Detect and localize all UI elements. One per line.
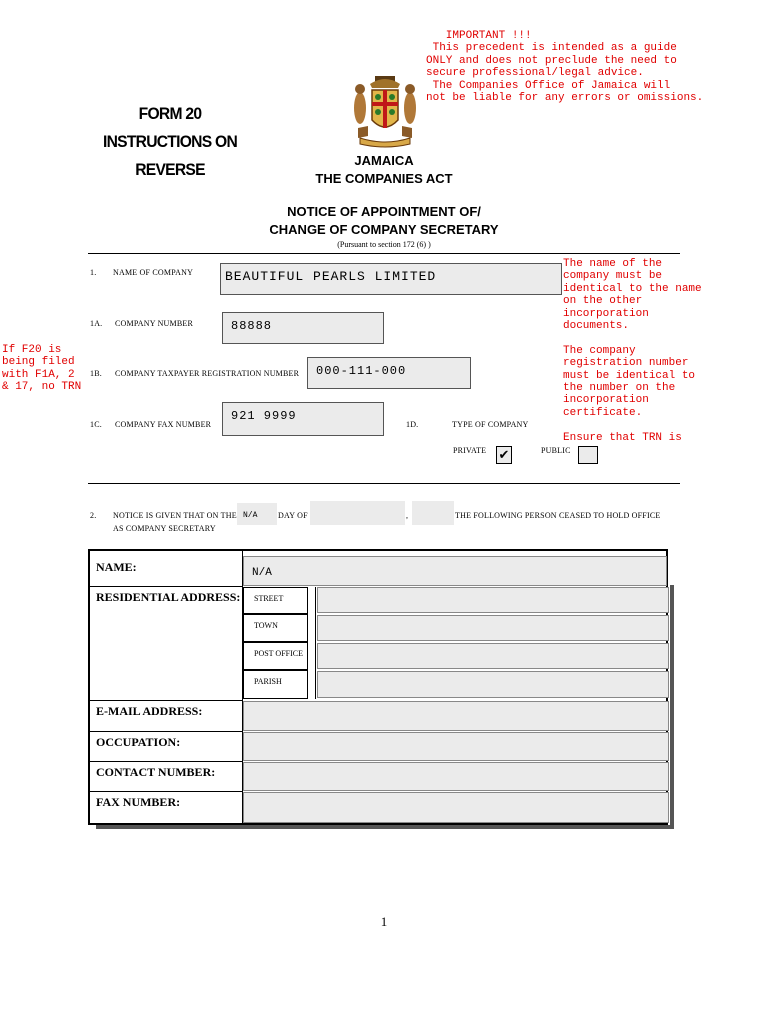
year-field[interactable] xyxy=(412,501,454,525)
month-field[interactable] xyxy=(310,501,405,525)
occupation-field[interactable] xyxy=(243,732,669,761)
day-field[interactable] xyxy=(237,503,277,525)
name-value: N/A xyxy=(252,567,272,579)
date-comma: , xyxy=(406,511,409,520)
company-number-value: 88888 xyxy=(231,319,273,333)
company-number-label: COMPANY NUMBER xyxy=(115,319,194,328)
check-mark-icon: ✔ xyxy=(498,447,510,462)
address-sub-divider xyxy=(315,587,316,699)
notice-text-4: AS COMPANY SECRETARY xyxy=(113,524,216,533)
street-label: STREET xyxy=(243,587,308,614)
row-divider xyxy=(90,761,243,762)
row-divider xyxy=(90,791,243,792)
town-label: TOWN xyxy=(243,614,308,642)
field-number-1a: 1A. xyxy=(90,319,103,328)
row-divider xyxy=(90,700,243,701)
section-number-2: 2. xyxy=(90,511,97,520)
country-heading: JAMAICA xyxy=(354,153,414,168)
form-number: FORM 20 xyxy=(138,104,202,123)
day-value: N/A xyxy=(243,511,258,520)
post-office-label: POST OFFICE xyxy=(243,642,308,670)
post-office-field[interactable] xyxy=(317,643,669,669)
fax-number-field[interactable] xyxy=(243,792,669,823)
table-shadow-bottom xyxy=(96,825,674,829)
company-name-value: BEAUTIFUL PEARLS LIMITED xyxy=(225,269,437,284)
occupation-label: OCCUPATION: xyxy=(96,735,181,749)
trn-side-note: If F20 is being filed with F1A, 2 & 17, no TRN xyxy=(2,344,82,394)
residential-address-label: RESIDENTIAL ADDRESS: xyxy=(96,590,241,604)
important-disclaimer: IMPORTANT !!! This precedent is intended as a guide ONLY and does not preclude the need to secure professional/legal advice. The Companies Office of Jamaica will not be liable for any errors or omissions. xyxy=(426,30,704,105)
row-divider xyxy=(90,731,243,732)
page-number: 1 xyxy=(380,914,388,929)
pursuant-note: (Pursuant to section 172 (6) ) xyxy=(337,240,431,249)
contact-number-label: CONTACT NUMBER: xyxy=(96,765,216,779)
notice-text-3: THE FOLLOWING PERSON CEASED TO HOLD OFFICE xyxy=(455,511,661,520)
table-shadow-right xyxy=(670,585,674,828)
parish-label: PARISH xyxy=(243,670,308,699)
section-divider xyxy=(88,483,680,484)
company-name-label: NAME OF COMPANY xyxy=(113,268,194,277)
public-checkbox[interactable] xyxy=(578,446,598,464)
notice-text-2: DAY OF xyxy=(278,511,308,520)
company-fax-label: COMPANY FAX NUMBER xyxy=(115,420,212,429)
contact-number-field[interactable] xyxy=(243,762,669,791)
company-number-field[interactable] xyxy=(222,312,384,344)
jamaica-coat-of-arms-icon xyxy=(340,72,430,152)
fax-number-label: FAX NUMBER: xyxy=(96,795,181,809)
field-number-1: 1. xyxy=(90,268,97,277)
name-field[interactable] xyxy=(243,556,667,586)
field-number-1c: 1C. xyxy=(90,420,102,429)
act-heading: THE COMPANIES ACT xyxy=(315,171,453,186)
trn-value: 000-111-000 xyxy=(316,364,407,378)
top-divider xyxy=(88,253,680,254)
row-divider xyxy=(90,586,243,587)
notice-heading-line1: NOTICE OF APPOINTMENT OF/ xyxy=(287,204,481,219)
email-field[interactable] xyxy=(243,701,669,731)
company-type-label: TYPE OF COMPANY xyxy=(452,420,529,429)
field-number-1d: 1D. xyxy=(406,420,419,429)
private-checkbox[interactable] xyxy=(496,446,512,464)
notice-heading-line2: CHANGE OF COMPANY SECRETARY xyxy=(269,222,499,237)
field-number-1b: 1B. xyxy=(90,369,102,378)
company-fax-field[interactable] xyxy=(222,402,384,436)
trn-label: COMPANY TAXPAYER REGISTRATION NUMBER xyxy=(115,369,300,378)
notice-text-1: NOTICE IS GIVEN THAT ON THE xyxy=(113,511,237,520)
name-label: NAME: xyxy=(96,560,137,574)
public-label: PUBLIC xyxy=(541,446,571,455)
email-label: E-MAIL ADDRESS: xyxy=(96,704,203,718)
parish-field[interactable] xyxy=(317,671,669,698)
company-name-field[interactable] xyxy=(220,263,562,295)
town-field[interactable] xyxy=(317,615,669,641)
street-field[interactable] xyxy=(317,587,669,613)
instruction-notes: The name of the company must be identical to the name on the other incorporation documents. The company registration number must be identical to the number on the incorporation certificate. Ensure that TRN is xyxy=(563,258,702,444)
private-label: PRIVATE xyxy=(453,446,487,455)
company-fax-value: 921 9999 xyxy=(231,409,297,423)
form-instructions: INSTRUCTIONS ON REVERSE xyxy=(102,132,238,179)
trn-field[interactable] xyxy=(307,357,471,389)
